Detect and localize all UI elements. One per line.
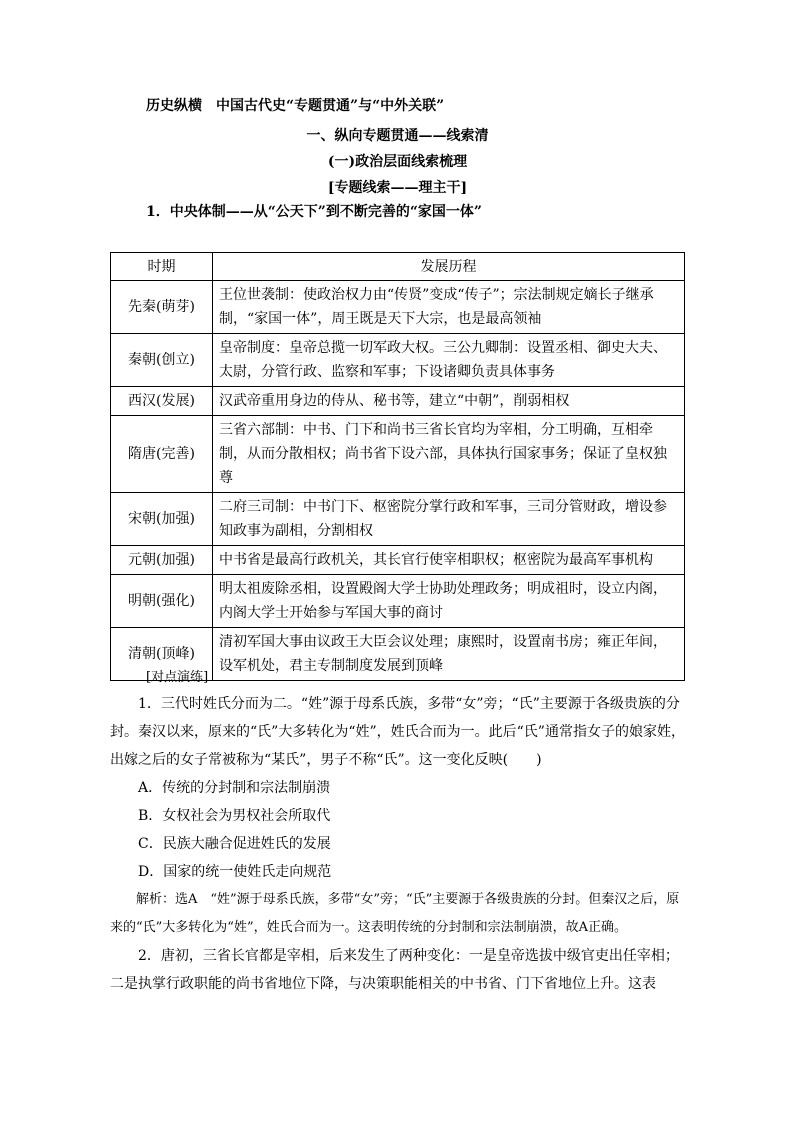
table-row [111,281,685,334]
period-cell: 宋朝(加强) [111,493,213,546]
table-row [111,546,685,575]
question-1-option-c: C．民族大融合促进姓氏的发展 [138,836,331,852]
period-cell: 秦朝(创立) [111,334,213,387]
practice-section [110,690,685,998]
history-table [110,252,685,681]
document-title: 历史纵横 中国古代史“专题贯通”与“中外关联” [146,98,445,114]
table-row [111,334,685,387]
table-row [111,387,685,416]
description-cell: 清初军国大事由议政王大臣会议处理；康熙时，设置南书房；雍正年间，设军机处，君主专制制度发展到顶峰 [213,628,685,681]
description-cell: 三省六部制：中书、门下和尚书三省长官均为宰相，分工明确，互相牵制，从而分散相权；尚书省下设六部，具体执行国家事务；保证了皇权独尊 [213,416,685,493]
table-row [111,493,685,546]
description-cell: 汉武帝重用身边的侍从、秘书等，建立“中朝”，削弱相权 [213,387,685,416]
question-1-option-b: B．女权社会为男权社会所取代 [138,808,331,824]
description-cell: 王位世袭制：使政治权力由“传贤”变成“传子”；宗法制规定嫡长子继承制，“家国一体”，周王既是天下大宗，也是最高领袖 [213,281,685,334]
question-2-stem: 2．唐初，三省长官都是宰相，后来发生了两种变化：一是皇帝选拔中级官吏出任宰相；二是执掌行政职能的尚书省地位下降，与决策职能相关的中书省、门下省地位上升。这表 [110,948,679,992]
topic-heading: 1．中央体制——从“公天下”到不断完善的“家国一体” [146,204,482,220]
period-cell: 清朝(顶峰) [111,628,213,681]
table-header-row [111,253,685,281]
question-1-option-d: D．国家的统一使姓氏走向规范 [138,864,332,880]
table-row [111,575,685,628]
period-cell: 隋唐(完善) [111,416,213,493]
period-cell: 元朝(加强) [111,546,213,575]
description-cell: 皇帝制度：皇帝总揽一切军政大权。三公九卿制：设置丞相、御史大夫、太尉，分管行政、监察和军事；下设诸卿负责具体事务 [213,334,685,387]
question-1-analysis: 解析：选A “姓”源于母系氏族，多带“女”旁；“氏”主要源于各级贵族的分封。但秦汉之后，原来的“氏”大多转化为“姓”，姓氏合而为一。这表明传统的分封制和宗法制崩溃，故A正确。 [110,892,680,935]
column-header-period: 时期 [111,253,213,281]
subsection-heading: (一)政治层面线索梳理 [327,154,468,170]
period-cell: 先秦(萌芽) [111,281,213,334]
description-cell: 明太祖废除丞相，设置殿阁大学士协助处理政务；明成祖时，设立内阁，内阁大学士开始参与军国大事的商讨 [213,575,685,628]
section-heading: 一、纵向专题贯通——线索清 [306,128,489,144]
description-cell: 中书省是最高行政机关，其长官行使宰相职权；枢密院为最高军事机构 [213,546,685,575]
period-cell: 西汉(发展) [111,387,213,416]
topic-label: [专题线索——理主干] [327,180,468,196]
practice-label: [对点演练] [146,670,209,685]
description-cell: 二府三司制：中书门下、枢密院分掌行政和军事，三司分管财政，增设参知政事为副相，分割相权 [213,493,685,546]
column-header-process: 发展历程 [213,253,685,281]
question-1-option-a: A．传统的分封制和宗法制崩溃 [138,780,331,796]
table-row [111,416,685,493]
question-1-stem: 1．三代时姓氏分而为二。“姓”源于母系氏族，多带“女”旁；“氏”主要源于各级贵族的分封。秦汉以来，原来的“氏”大多转化为“姓”，姓氏合而为一。此后“氏”通常指女子的娘家姓，出嫁之后的女子常被称为“某氏”，男子不称“氏”。这一变化反映( ) [110,696,685,768]
period-cell: 明朝(强化) [111,575,213,628]
